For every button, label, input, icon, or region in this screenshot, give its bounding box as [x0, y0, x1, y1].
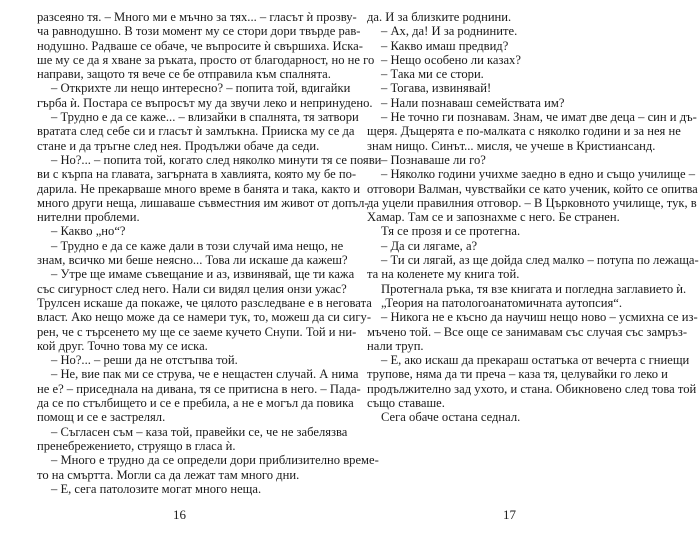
text-line: нителни проблеми. — [37, 210, 140, 225]
text-line: също ставаше. — [367, 396, 445, 411]
text-line: разсеяно тя. – Много ми е мъчно за тях... – гласът ѝ прозву- — [37, 10, 357, 24]
page-number: 16 — [173, 507, 186, 522]
right-page — [367, 10, 699, 425]
text-line: пренебрежението, струящо в гласа ѝ. — [37, 438, 236, 453]
text-line: – Познаваше ли го? — [381, 152, 486, 167]
text-line: власт. Ако нещо може да се намери тук, то, можеш да си сигу- — [37, 310, 372, 325]
text-line: – Но?... – попита той, когато след няколко минути тя се появи — [51, 152, 382, 167]
text-line: вратата след себе си и гласът ѝ замлъкна. Прииска му се да — [37, 124, 355, 139]
text-line: ше му се да я хване за ръката, просто от благодарност, но не го — [37, 52, 375, 67]
text-line: – Какво имаш предвид? — [381, 38, 509, 53]
text-line: – Никога не е късно да научиш нещо ново – усмихна се из- — [381, 310, 698, 325]
text-line: – Много е трудно да се определи дори приблизително време- — [51, 453, 379, 468]
text-line: отговори Валман, чувствайки се като ученик, който се опитва — [367, 181, 698, 196]
text-line: мъчено той. – Все още се занимавам със случая със замръз- — [367, 324, 688, 339]
text-line: – Няколко години учихме заедно в едно и също училище – — [381, 167, 696, 182]
text-line: знам, всичко ми беше неясно... Това ли искаше да кажеш? — [37, 253, 348, 268]
text-line: – Открихте ли нещо интересно? – попита той, вдигайки — [51, 81, 351, 96]
text-line: нодушно. Радваше се обаче, че въпросите ѝ свършиха. Иска- — [37, 38, 363, 53]
page-number: 17 — [503, 507, 516, 522]
text-line: да се по стълбището и се е пребила, а не е могъл да повика — [37, 396, 354, 411]
text-line: – Ти си лягай, аз ще дойда след малко – потупа по лежаща- — [381, 253, 699, 268]
text-line: кой друг. Точно това му се иска. — [37, 338, 208, 353]
text-line: Трулсен искаше да покаже, че цялото разследване е в неговата — [37, 295, 372, 310]
text-line: помощ и се е застрелял. — [37, 410, 166, 425]
text-line: Хамар. Там се и запознахме с него. Бе странен. — [367, 210, 620, 225]
text-line: – Тогава, извинявай! — [381, 81, 492, 96]
text-line: „Теория на патологоанатомичната аутопсия“. — [381, 295, 622, 310]
left-page — [37, 10, 382, 496]
text-line: да уцели правилния отговор. – В Църковното училище, тук, в — [367, 195, 697, 210]
text-line: – Трудно е да се каже... – влизайки в спалнята, тя затвори — [51, 110, 359, 125]
text-line: – Не, вие пак ми се струва, че е нещастен случай. А нима — [51, 367, 359, 382]
text-line: – Да си лягаме, а? — [381, 238, 478, 253]
text-line: ча равнодушно. В този момент му се стори дори твърде рав- — [37, 24, 361, 39]
text-line: – Утре ще имаме съвещание и аз, извинявай, ще ти кажа — [51, 267, 355, 282]
text-line: то на смъртта. Могли са да лежат там много дни. — [37, 467, 300, 482]
text-line: знам нищо. Синът... мисля, че учеше в Кристиансанд. — [367, 138, 656, 153]
text-line: – Е, ако искаш да прекараш остатъка от вечерта с гниещи — [381, 353, 690, 368]
text-line: нали труп. — [367, 338, 424, 353]
text-line: – Е, сега патолозите могат много неща. — [51, 481, 262, 496]
text-line: – Не точно ги познавам. Знам, че имат две деца – син и дъ- — [381, 110, 697, 125]
text-line: дарила. Не прекарваше много време в банята и така, както и — [37, 181, 361, 196]
text-line: много други неща, лишаваше съвместния им живот от допъл- — [37, 195, 369, 210]
text-line: стане и да тръгне след нея. Продължи обаче да седи. — [37, 138, 320, 153]
text-line: не е? – приседнала на дивана, тя се притисна в него. – Пада- — [37, 381, 361, 396]
text-line: Тя се прозя и се протегна. — [381, 224, 521, 239]
text-line: – Какво „но“? — [51, 224, 126, 239]
text-line: ви с кърпа на главата, загърната в хавлията, която му бе по- — [37, 167, 357, 182]
text-line: – Трудно е да се каже дали в този случай има нещо, не — [51, 238, 344, 253]
text-line: продължително зад ухото, и стана. Обикновено след това той — [367, 381, 697, 396]
text-line: – Съгласен съм – каза той, правейки се, че не забелязва — [51, 424, 348, 439]
text-line: направи, защото тя вече се бе отправила към спалнята. — [37, 67, 331, 82]
text-line: – Така ми се стори. — [381, 67, 484, 82]
text-line: трупове, няма да ти преча – каза тя, целувайки го леко и — [367, 367, 668, 382]
text-line: да. И за близките роднини. — [367, 10, 512, 24]
text-line: Протегнала ръка, тя взе книгата и погледна заглавието ѝ. — [381, 281, 687, 296]
text-line: – Нали познаваш семействата им? — [381, 95, 565, 110]
text-line: – Ах, да! И за роднините. — [381, 24, 518, 39]
text-line: със сигурност след него. Нали си видял целия онзи ужас? — [37, 281, 347, 296]
text-line: та на коленете му книга той. — [367, 267, 520, 282]
text-line: щеря. Дъщерята е по-малката с няколко години и за нея не — [367, 124, 681, 139]
text-line: гърба ѝ. Постара се въпросът му да звучи леко и непринудено. — [37, 95, 373, 110]
text-line: Сега обаче остана седнал. — [381, 410, 521, 425]
text-line: – Но?... – реши да не отстъпва той. — [51, 353, 238, 368]
text-line: – Нещо особено ли казах? — [381, 52, 521, 67]
text-line: рен, че с търсенето му ще се заеме кучето Снупи. Той и ни- — [37, 324, 357, 339]
